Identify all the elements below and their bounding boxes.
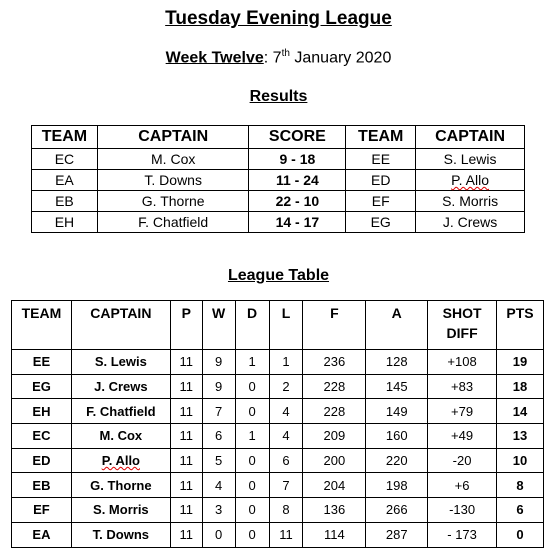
league-cell: 198 [366, 473, 428, 498]
league-cell: 11 [269, 522, 303, 547]
league-row [12, 448, 544, 473]
week-date-suffix: th [281, 48, 290, 59]
league-cell: 0 [235, 448, 269, 473]
league-cell: 0 [235, 498, 269, 523]
results-col-captain: CAPTAIN [97, 126, 249, 149]
results-score: 9 - 18 [249, 149, 346, 170]
results-col-team: TEAM [32, 126, 98, 149]
results-cell: T. Downs [97, 170, 249, 191]
league-cell: +49 [428, 424, 497, 449]
results-cell: EF [346, 191, 416, 212]
league-row [12, 424, 544, 449]
league-table [11, 300, 544, 548]
results-header-row [32, 126, 525, 149]
week-date-day: 7 [272, 49, 282, 67]
league-cell: 4 [269, 424, 303, 449]
league-cell: 160 [366, 424, 428, 449]
league-cell: 220 [366, 448, 428, 473]
league-cell: 0 [202, 522, 235, 547]
league-row [12, 498, 544, 523]
league-cell: 4 [202, 473, 235, 498]
league-captain: J. Crews [71, 374, 170, 399]
league-cell: 1 [269, 350, 303, 375]
league-cell: +108 [428, 350, 497, 375]
league-cell: 114 [303, 522, 366, 547]
league-cell: 11 [170, 374, 202, 399]
league-captain: S. Morris [71, 498, 170, 523]
league-row [12, 522, 544, 547]
results-cell-text: P. Allo [451, 172, 490, 188]
league-captain: T. Downs [71, 522, 170, 547]
league-cell: 204 [303, 473, 366, 498]
league-cell: 4 [269, 399, 303, 424]
league-col-lost: L [269, 301, 303, 350]
league-cell: 11 [170, 399, 202, 424]
results-cell: F. Chatfield [97, 212, 249, 233]
league-team: EG [12, 374, 72, 399]
league-cell: 11 [170, 473, 202, 498]
league-cell: 228 [303, 399, 366, 424]
page-title: Tuesday Evening League [165, 8, 392, 29]
results-col-captain-2: CAPTAIN [416, 126, 525, 149]
results-cell: EB [32, 191, 98, 212]
league-cell: 9 [202, 350, 235, 375]
results-score: 14 - 17 [249, 212, 346, 233]
league-cell: 7 [269, 473, 303, 498]
league-col-against: A [366, 301, 428, 350]
league-row [12, 374, 544, 399]
results-cell: EG [346, 212, 416, 233]
league-cell: 5 [202, 448, 235, 473]
league-col-drawn: D [235, 301, 269, 350]
league-col-team: TEAM [12, 301, 72, 350]
results-cell: J. Crews [416, 212, 525, 233]
league-points: 19 [497, 350, 544, 375]
week-date-rest: January 2020 [294, 49, 392, 67]
league-team: EF [12, 498, 72, 523]
league-cell: 3 [202, 498, 235, 523]
week-separator: : [263, 49, 269, 67]
league-cell: - 173 [428, 522, 497, 547]
league-team: EA [12, 522, 72, 547]
results-heading: Results [249, 88, 308, 105]
league-row [12, 473, 544, 498]
league-cell: 200 [303, 448, 366, 473]
results-cell: S. Lewis [416, 149, 525, 170]
league-cell: 9 [202, 374, 235, 399]
results-col-score: SCORE [249, 126, 346, 149]
league-table-heading: League Table [227, 267, 330, 284]
league-col-played: P [170, 301, 202, 350]
league-cell: 11 [170, 350, 202, 375]
league-captain: G. Thorne [71, 473, 170, 498]
league-team: EB [12, 473, 72, 498]
league-points: 8 [497, 473, 544, 498]
league-cell: 6 [202, 424, 235, 449]
league-captain-text: P. Allo [101, 453, 140, 469]
results-cell: EE [346, 149, 416, 170]
league-header-row [12, 301, 544, 350]
league-captain: F. Chatfield [71, 399, 170, 424]
league-col-won: W [202, 301, 235, 350]
league-col-for: F [303, 301, 366, 350]
league-cell: -20 [428, 448, 497, 473]
league-cell: 0 [235, 473, 269, 498]
league-points: 0 [497, 522, 544, 547]
league-team: EH [12, 399, 72, 424]
results-row [32, 191, 525, 212]
league-col-captain: CAPTAIN [71, 301, 170, 350]
league-captain: S. Lewis [71, 350, 170, 375]
league-cell: 0 [235, 374, 269, 399]
results-cell: M. Cox [97, 149, 249, 170]
league-cell: 287 [366, 522, 428, 547]
league-cell: 236 [303, 350, 366, 375]
league-team: ED [12, 448, 72, 473]
league-cell: 0 [235, 399, 269, 424]
results-cell: G. Thorne [97, 191, 249, 212]
league-cell: 1 [235, 424, 269, 449]
league-row [12, 350, 544, 375]
league-captain: M. Cox [71, 424, 170, 449]
league-team: EE [12, 350, 72, 375]
league-col-points: PTS [497, 301, 544, 350]
results-cell: S. Morris [416, 191, 525, 212]
league-cell: 1 [235, 350, 269, 375]
league-cell: +79 [428, 399, 497, 424]
league-cell: 228 [303, 374, 366, 399]
league-cell: 6 [269, 448, 303, 473]
league-points: 6 [497, 498, 544, 523]
league-col-diff: DIFF [446, 325, 478, 341]
results-col-team-2: TEAM [346, 126, 416, 149]
league-cell: 11 [170, 424, 202, 449]
results-cell: EA [32, 170, 98, 191]
league-cell: 7 [202, 399, 235, 424]
league-row [12, 399, 544, 424]
league-cell: 11 [170, 498, 202, 523]
results-score: 11 - 24 [249, 170, 346, 191]
league-cell: 11 [170, 522, 202, 547]
league-cell: 266 [366, 498, 428, 523]
results-table [31, 125, 525, 233]
results-cell: EC [32, 149, 98, 170]
league-col-shot-diff [428, 301, 497, 350]
results-cell [416, 170, 525, 191]
results-score: 22 - 10 [249, 191, 346, 212]
league-cell: +6 [428, 473, 497, 498]
league-team: EC [12, 424, 72, 449]
league-cell: 2 [269, 374, 303, 399]
league-cell: +83 [428, 374, 497, 399]
league-cell: 209 [303, 424, 366, 449]
results-row [32, 170, 525, 191]
league-cell: -130 [428, 498, 497, 523]
week-label: Week Twelve [165, 49, 264, 67]
results-row [32, 212, 525, 233]
results-cell: EH [32, 212, 98, 233]
league-cell: 11 [170, 448, 202, 473]
league-cell: 0 [235, 522, 269, 547]
league-cell: 128 [366, 350, 428, 375]
league-points: 13 [497, 424, 544, 449]
league-col-shot: SHOT [442, 305, 482, 321]
league-cell: 136 [303, 498, 366, 523]
league-cell: 8 [269, 498, 303, 523]
week-line [0, 48, 557, 67]
league-points: 14 [497, 399, 544, 424]
results-row [32, 149, 525, 170]
league-cell: 145 [366, 374, 428, 399]
league-captain [71, 448, 170, 473]
results-cell: ED [346, 170, 416, 191]
league-points: 10 [497, 448, 544, 473]
league-cell: 149 [366, 399, 428, 424]
league-points: 18 [497, 374, 544, 399]
